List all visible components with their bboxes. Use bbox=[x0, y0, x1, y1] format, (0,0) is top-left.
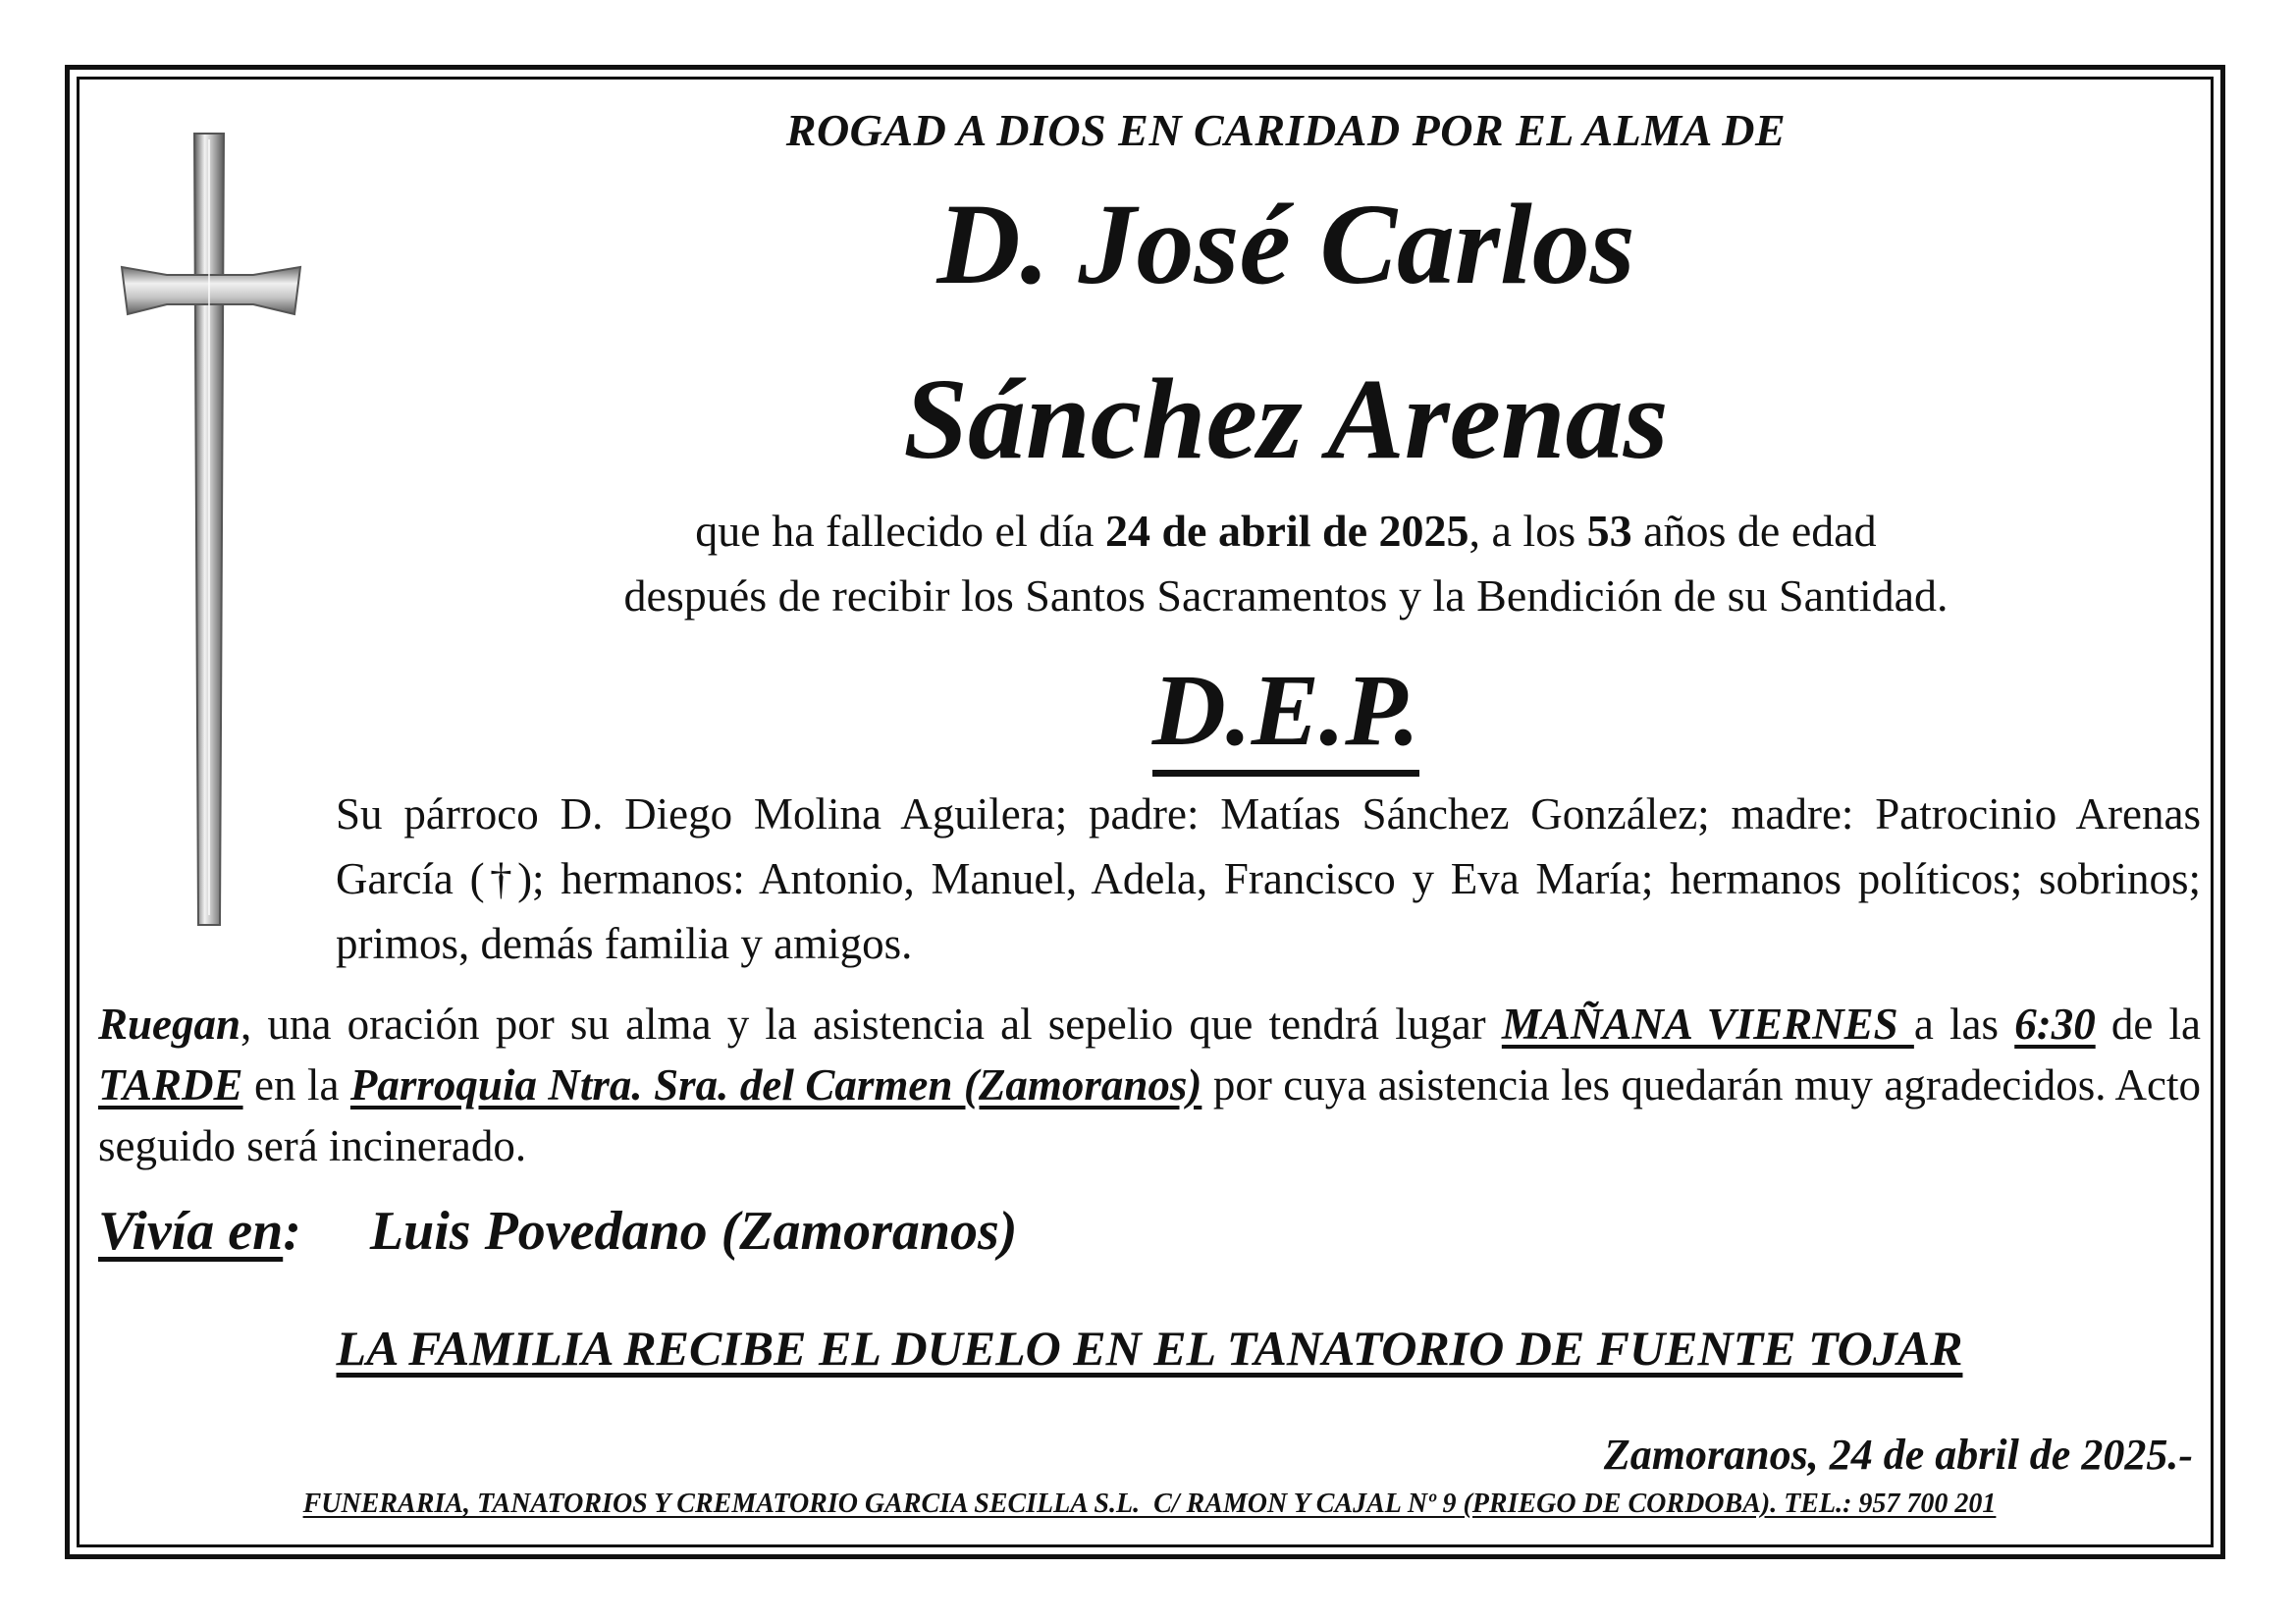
request-text-1: , una oración por su alma y la asistencia al sepelio que tendrá lugar bbox=[240, 1000, 1502, 1049]
residence-value: Luis Povedano (Zamoranos) bbox=[369, 1201, 1018, 1262]
rip-text: D.E.P. bbox=[1152, 660, 1420, 777]
deceased-name-line2: Sánchez Arenas bbox=[903, 354, 1669, 483]
death-text-3: años de edad bbox=[1631, 506, 1877, 556]
latin-cross-icon bbox=[116, 130, 312, 935]
funeral-day: MAÑANA VIERNES bbox=[1501, 1000, 1914, 1049]
residence-label: Vivía en bbox=[98, 1201, 284, 1262]
request-text-4: en la bbox=[242, 1060, 350, 1110]
family-list: Su párroco D. Diego Molina Aguilera; padre: Matías Sánchez González; madre: Patrocinio Arenas García (†); hermanos: Antonio, Manuel, Adela, Francisco y Eva María; hermanos políticos; sobrinos; primos, demás familia y amigos. bbox=[336, 789, 2201, 968]
residence-colon: : bbox=[283, 1201, 301, 1262]
sacraments-statement: después de recibir los Santos Sacramentos y la Bendición de su Santidad. bbox=[623, 570, 1949, 621]
notice-header: ROGAD A DIOS EN CARIDAD POR EL ALMA DE bbox=[785, 105, 1787, 155]
funeral-church: Parroquia Ntra. Sra. del Carmen (Zamoranos) bbox=[349, 1060, 1202, 1110]
funeral-request bbox=[98, 994, 2201, 1176]
death-age: 53 bbox=[1586, 506, 1632, 556]
death-text-1: que ha fallecido el día bbox=[695, 506, 1105, 556]
place-date: Zamoranos, 24 de abril de 2025.- bbox=[1603, 1431, 2193, 1479]
request-text-5: por cuya asistencia les quedarán muy agradecidos. Acto seguido será incinerado. bbox=[98, 1060, 2201, 1170]
funeral-time: 6:30 bbox=[2014, 1000, 2096, 1049]
mourning-announcement: LA FAMILIA RECIBE EL DUELO EN EL TANATORIO DE FUENTE TOJAR bbox=[336, 1321, 1963, 1376]
funeral-period: TARDE bbox=[98, 1060, 243, 1110]
funeral-home-footer: FUNERARIA, TANATORIOS Y CREMATORIO GARCIA SECILLA S.L. C/ RAMON Y CAJAL Nº 9 (PRIEGO DE CORDOBA). TEL.: 957 700 201 bbox=[302, 1489, 1997, 1519]
request-text-2: a las bbox=[1913, 1000, 2015, 1049]
request-lead: Ruegan bbox=[98, 1000, 241, 1049]
death-date: 24 de abril de 2025 bbox=[1104, 506, 1469, 556]
deceased-name-line1: D. José Carlos bbox=[936, 180, 1635, 308]
death-statement bbox=[324, 506, 2248, 556]
death-text-2: , a los bbox=[1468, 506, 1587, 556]
residence-line bbox=[98, 1200, 1017, 1263]
rip-block bbox=[324, 654, 2248, 777]
request-text-3: de la bbox=[2095, 1000, 2202, 1049]
